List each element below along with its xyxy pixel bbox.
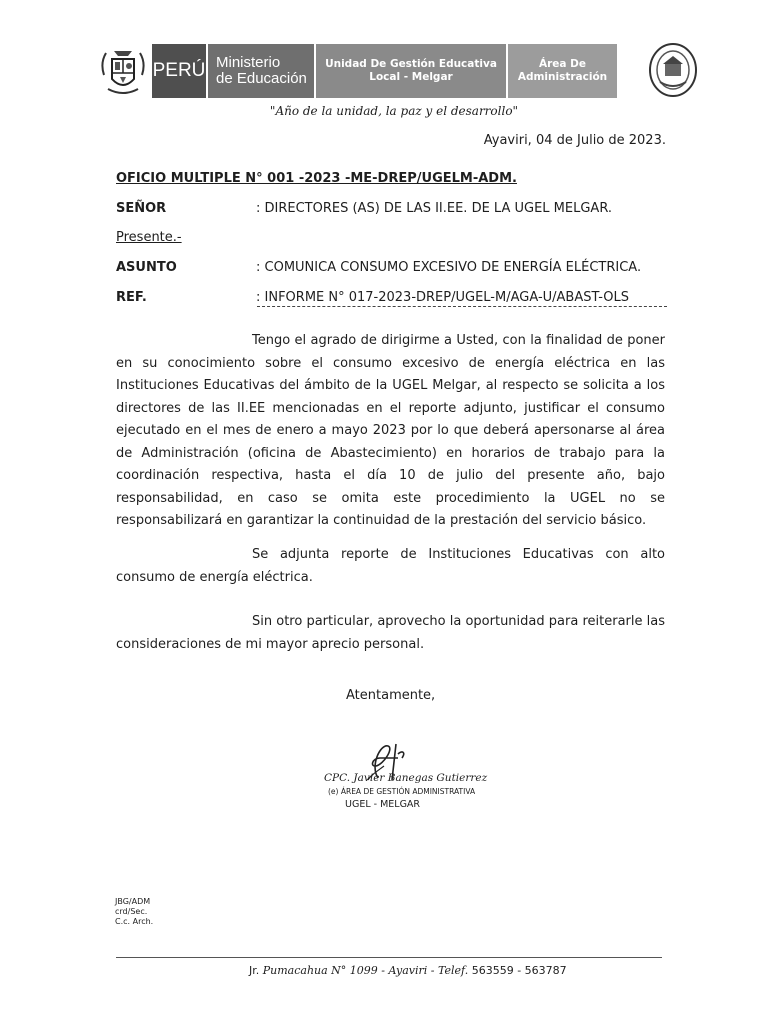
oficio-number: OFICIO MULTIPLE N° 001 -2023 -ME-DREP/UGELM-ADM.: [116, 171, 517, 186]
asunto-label: ASUNTO: [116, 260, 177, 275]
ref-initials: JBG/ADM: [115, 897, 151, 906]
signer-name: CPC. Javier Banegas Gutierrez: [324, 772, 488, 784]
area-line1: Área De: [538, 58, 586, 70]
presente-label: Presente.-: [116, 230, 182, 245]
document-date: Ayaviri, 04 de Julio de 2023.: [483, 133, 666, 148]
footer-address: [249, 964, 567, 977]
peru-label: PERÚ: [152, 44, 208, 98]
asunto-value: : COMUNICA CONSUMO EXCESIVO DE ENERGÍA ELÉCTRICA.: [256, 260, 642, 275]
peru-crest-logo: [100, 45, 146, 99]
ref-label: REF.: [116, 290, 147, 305]
footer-phones: 563559 - 563787: [471, 964, 567, 977]
footer-prefix: Jr.: [249, 964, 260, 977]
ref-secretary: crd/Sec.: [115, 907, 148, 916]
footer-divider: [116, 957, 662, 958]
ugel-line2: Local - Melgar: [369, 71, 453, 83]
body-paragraph-2: Se adjunta reporte de Instituciones Educativas con alto consumo de energía eléctrica.: [116, 547, 665, 585]
ministerio-line1: Ministerio: [216, 54, 281, 71]
ref-value: : INFORME N° 017-2023-DREP/UGEL-M/AGA-U/ABAST-OLS: [256, 290, 630, 305]
area-block: [508, 44, 617, 98]
area-line2: Administración: [517, 71, 608, 83]
ministerio-block: [208, 44, 316, 98]
ministry-header-band: [152, 44, 617, 98]
footer-street: Pumacahua N° 1099 - Ayaviri - Telef.: [262, 964, 469, 977]
senor-label: SEÑOR: [116, 201, 167, 216]
signer-role: (e) ÁREA DE GESTIÓN ADMINISTRATIVA: [328, 787, 476, 796]
ugel-melgar-seal-logo: [648, 42, 698, 98]
document-references: [115, 897, 153, 927]
ministerio-line2: de Educación: [216, 70, 307, 87]
ugel-line1: Unidad De Gestión Educativa: [325, 58, 497, 70]
body-paragraph-3: Sin otro particular, aprovecho la oportunidad para reiterarle las consideraciones de mi mayor aprecio personal.: [116, 614, 665, 652]
signer-org: UGEL - MELGAR: [345, 799, 421, 810]
dashed-separator: [257, 306, 667, 307]
senor-value: : DIRECTORES (AS) DE LAS II.EE. DE LA UGEL MELGAR.: [256, 201, 613, 216]
closing-salutation: Atentamente,: [346, 688, 436, 703]
ugel-block: [316, 44, 508, 98]
body-paragraph-1: Tengo el agrado de dirigirme a Usted, con la finalidad de poner en su conocimiento sobre el consumo excesivo de energía eléctrica en las Instituciones Educativas del ámbito de la UGEL Melgar, al respecto se solicita a los directores de las II.EE mencionadas en el reporte adjunto, justificar el consumo ejecutado en el mes de enero a mayo 2023 por lo que deberá apersonarse al área de Administración (oficina de Abastecimiento) en horarios de trabajo para la coordinación respectiva, hasta el día 10 de julio del presente año, bajo responsabilidad, en caso se omita este procedimiento la UGEL no se responsabilizará en garantizar la continuidad de la prestación del servicio básico.: [116, 333, 665, 528]
ref-copy: C.c. Arch.: [115, 917, 154, 926]
year-motto: "Año de la unidad, la paz y el desarrollo": [269, 104, 519, 118]
